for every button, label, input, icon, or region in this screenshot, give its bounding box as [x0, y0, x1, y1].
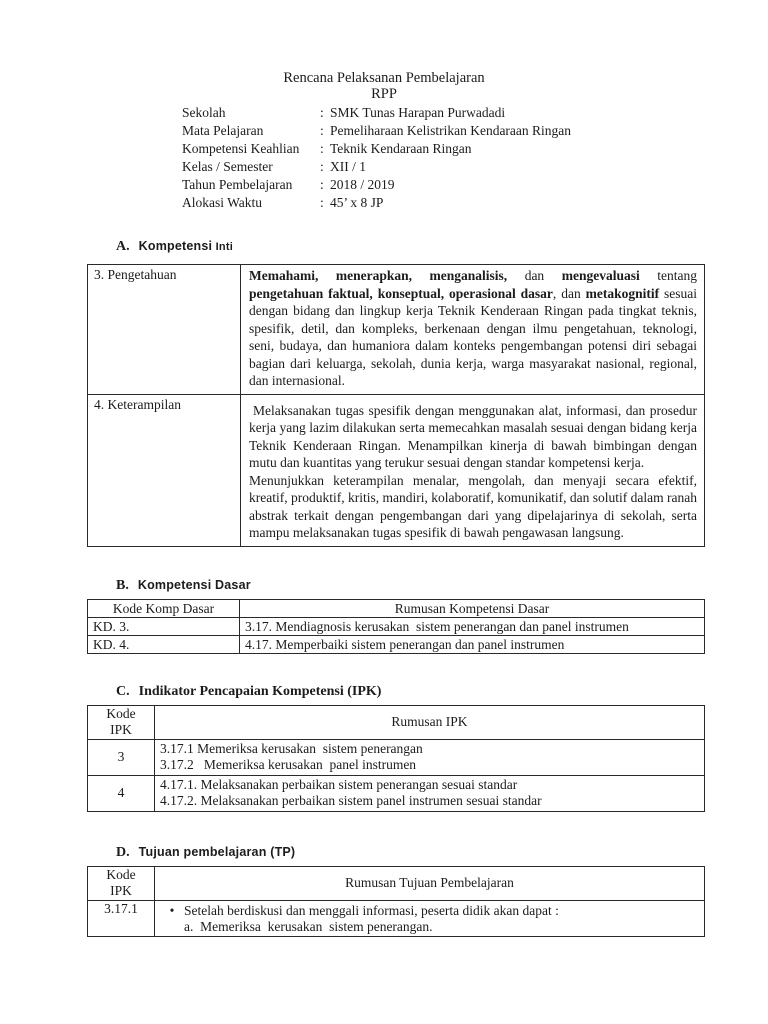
tujuan-pembelajaran-table — [87, 866, 705, 937]
ki-keterampilan-body — [241, 394, 705, 546]
section-a-title-suffix: Inti — [215, 241, 233, 253]
info-colon: : — [320, 177, 324, 192]
table-row — [88, 394, 705, 546]
kd-row-kode: KD. 4. — [88, 635, 240, 653]
tp-row-rumusan — [155, 900, 705, 936]
section-d-heading — [116, 844, 705, 861]
ipk-row-kode: 3 — [88, 739, 155, 775]
bullet-icon: • — [169, 902, 175, 918]
section-c-title: Indikator Pencapaian Kompetensi (IPK) — [138, 683, 382, 699]
info-row-kelas-semester — [182, 158, 768, 176]
info-label: Tahun Pembelajaran — [182, 177, 293, 192]
ki-pengetahuan-body — [241, 265, 705, 395]
section-d-title: Tujuan pembelajaran (TP) — [138, 844, 296, 859]
document-info-block — [182, 104, 768, 212]
tp-header-kode: Kode IPK — [88, 866, 155, 900]
table-row — [88, 617, 705, 635]
info-colon: : — [320, 105, 324, 120]
ipk-header-rumusan: Rumusan IPK — [155, 705, 705, 739]
document-title: Rencana Pelaksanan Pembelajaran — [283, 70, 485, 86]
ipk-line: 4.17.1. Melaksanakan perbaikan sistem penerangan sesuai standar — [160, 776, 518, 792]
tp-bullet-text: Setelah berdiskusi dan menggali informasi, peserta didik akan dapat : — [184, 902, 559, 918]
ki-text-segment: mengevaluasi — [561, 268, 640, 283]
ki-keterampilan-paragraph: Melaksanakan tugas spesifik dengan menggunakan alat, informasi, dan prosedur kerja yang lazim dilakukan serta memecahkan masalah sesuai dengan bidang kerja Teknik Kenderaan Ringan. Menampilkan kinerja di bawah bimbingan dengan mutu dan kuantitas yang terukur sesuai dengan standar kompetensi kerja. — [249, 402, 697, 470]
table-row — [88, 635, 705, 653]
table-header-row — [88, 866, 705, 900]
section-c-letter: C. — [116, 683, 130, 699]
tp-sub-item: a. Memeriksa kerusakan sistem penerangan. — [184, 919, 433, 934]
ipk-row-kode: 4 — [88, 775, 155, 811]
ki-text-segment: pengetahuan faktual, konseptual, operasional dasar — [249, 285, 553, 301]
table-row — [88, 775, 705, 811]
info-colon: : — [320, 141, 324, 156]
tp-bullet-line — [160, 901, 699, 920]
table-row — [88, 265, 705, 395]
info-row-mata-pelajaran — [182, 122, 768, 140]
section-b-title: Kompetensi Dasar — [137, 577, 251, 592]
info-label: Alokasi Waktu — [182, 195, 263, 210]
info-value: 2018 / 2019 — [330, 177, 395, 192]
tp-header-rumusan: Rumusan Tujuan Pembelajaran — [155, 866, 705, 900]
info-label: Kompetensi Keahlian — [182, 141, 300, 156]
info-label: Sekolah — [182, 105, 226, 120]
info-colon: : — [320, 195, 324, 210]
info-row-tahun-pembelajaran — [182, 176, 768, 194]
ki-text-segment: metakognitif — [585, 285, 660, 301]
info-value: Teknik Kendaraan Ringan — [330, 141, 472, 156]
info-label: Mata Pelajaran — [182, 123, 264, 138]
section-a-title: Kompetensi — [138, 239, 213, 253]
kd-row-rumusan: 4.17. Memperbaiki sistem penerangan dan panel instrumen — [240, 635, 705, 653]
ipk-table — [87, 705, 705, 812]
section-c-heading — [116, 684, 705, 700]
info-row-sekolah — [182, 104, 768, 122]
section-kompetensi-inti — [87, 238, 705, 547]
kd-header-kode: Kode Komp Dasar — [88, 599, 240, 617]
ki-text-segment: sesuai dengan bidang dan lingkup kerja Teknik Kenderaan Ringan pada tingkat teknis, spesifik, detil, dan kompleks, berkenaan dengan ilmu pengetahuan, teknologi, seni, budaya, dan humaniora dalam konteks pengembangan potensi diri sebagai bagian dari keluarga, sekolah, dunia kerja, warga masyarakat nasional, regional, dan internasional. — [249, 285, 697, 388]
ki-text-segment: , dan — [552, 285, 586, 301]
table-row — [88, 900, 705, 936]
ki-text-segment: Memahami, menerapkan, menganalisis, — [249, 268, 508, 283]
ki-text-segment: tentang — [639, 268, 697, 283]
ipk-row-rumusan — [155, 739, 705, 775]
ipk-row-rumusan — [155, 775, 705, 811]
ki-keterampilan-label: 4. Keterampilan — [88, 394, 241, 546]
table-header-row — [88, 599, 705, 617]
table-row — [88, 739, 705, 775]
section-a-heading — [116, 238, 705, 255]
info-row-alokasi-waktu — [182, 194, 768, 212]
info-row-kompetensi-keahlian — [182, 140, 768, 158]
kompetensi-dasar-table — [87, 599, 705, 654]
section-ipk — [87, 684, 705, 812]
ipk-line: 3.17.1 Memeriksa kerusakan sistem penerangan — [160, 740, 423, 756]
info-label: Kelas / Semester — [182, 159, 273, 174]
ipk-line: 3.17.2 Memeriksa kerusakan panel instrumen — [160, 757, 417, 772]
info-colon: : — [320, 159, 324, 174]
tp-row-kode: 3.17.1 — [88, 900, 155, 936]
section-tujuan-pembelajaran — [87, 844, 705, 937]
kompetensi-inti-table — [87, 264, 705, 547]
section-b-heading — [116, 577, 705, 594]
info-value: SMK Tunas Harapan Purwadadi — [330, 105, 506, 120]
ipk-line: 4.17.2. Melaksanakan perbaikan sistem panel instrumen sesuai standar — [160, 793, 542, 808]
kd-row-kode: KD. 3. — [88, 617, 240, 635]
kd-row-rumusan: 3.17. Mendiagnosis kerusakan sistem penerangan dan panel instrumen — [240, 617, 705, 635]
ki-keterampilan-paragraph: Menunjukkan keterampilan menalar, mengolah, dan menyaji secara efektif, kreatif, produktif, kritis, mandiri, kolaboratif, komunikatif, dan solutif dalam ranah abstrak terkait dengan pengembangan dari yang dipelajarinya di sekolah, serta mampu melaksanakan tugas spesifik di bawah pengawasan langsung. — [249, 472, 698, 540]
ipk-header-kode: Kode IPK — [88, 705, 155, 739]
document-subtitle: RPP — [371, 86, 397, 102]
info-colon: : — [320, 123, 324, 138]
info-value: 45’ x 8 JP — [330, 195, 384, 210]
section-kompetensi-dasar — [87, 577, 705, 654]
section-a-letter: A. — [116, 239, 130, 254]
kd-header-rumusan: Rumusan Kompetensi Dasar — [240, 599, 705, 617]
info-value: Pemeliharaan Kelistrikan Kendaraan Ringan — [330, 123, 572, 138]
info-value: XII / 1 — [330, 159, 366, 174]
section-d-letter: D. — [116, 844, 130, 860]
ki-pengetahuan-label: 3. Pengetahuan — [88, 265, 241, 395]
table-header-row — [88, 705, 705, 739]
ki-text-segment: dan — [507, 268, 562, 283]
section-b-letter: B. — [116, 577, 129, 593]
